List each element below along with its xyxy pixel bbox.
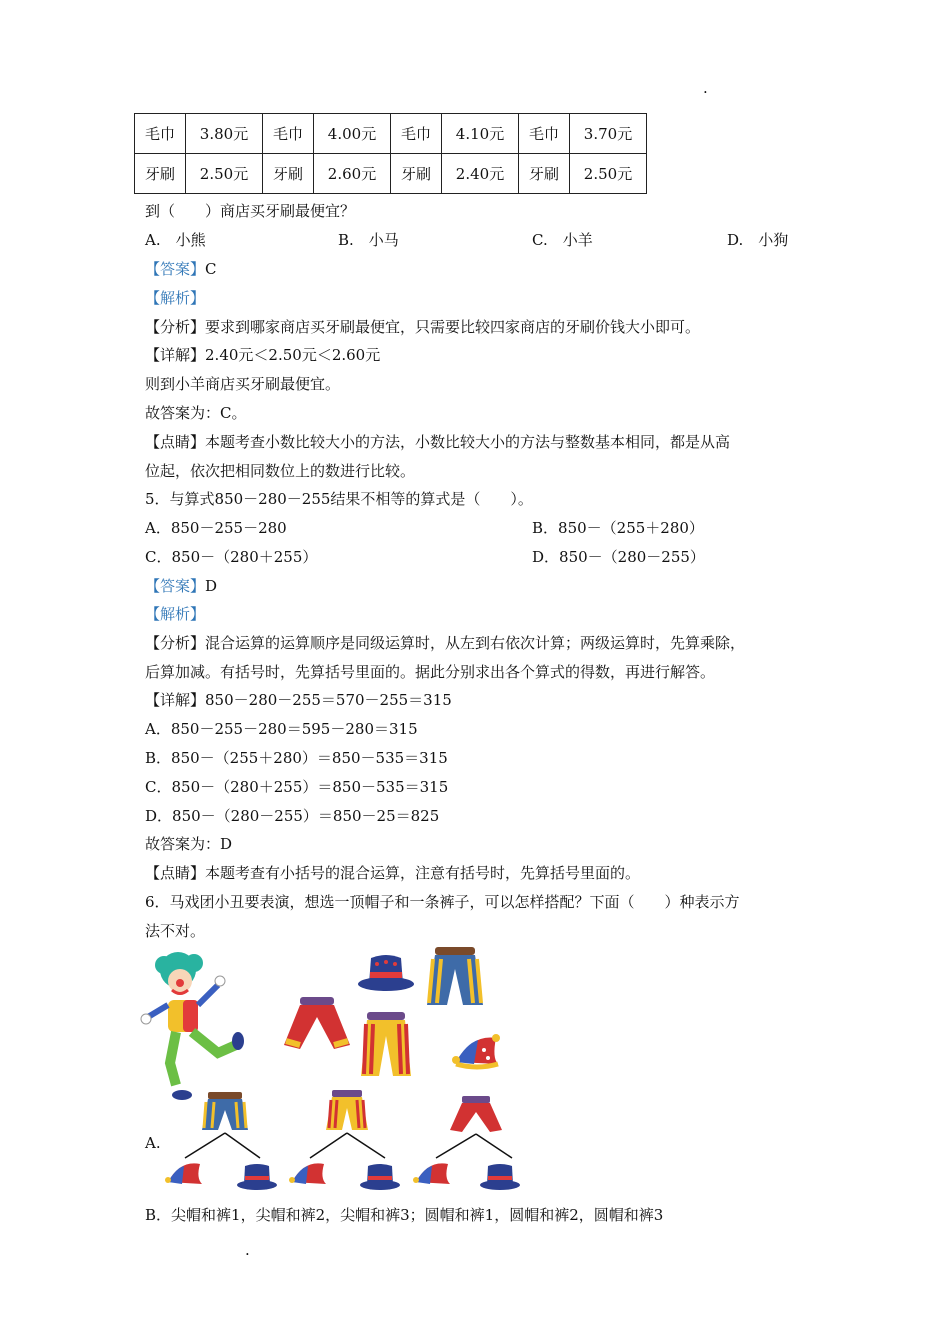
tree-round-hat — [480, 1164, 520, 1190]
table-cell: 3.70元 — [570, 114, 647, 154]
q6-stem-2: 法不对。 — [145, 922, 206, 940]
striped-red-pants-icon — [357, 1010, 415, 1078]
dianjing-text: 本题考查有小括号的混合运算，注意有括号时，先算括号里面的。 — [205, 864, 641, 882]
tree-pointed-hat — [289, 1163, 326, 1184]
answer-value: C — [205, 260, 217, 278]
q5-dianjing — [145, 863, 640, 883]
red-pants-icon — [282, 995, 352, 1051]
fenxi-text: 要求到哪家商店买牙刷最便宜，只需要比较四家商店的牙刷价钱大小即可。 — [205, 318, 701, 336]
table-cell: 牙刷 — [263, 154, 314, 194]
q4-answer — [145, 259, 217, 279]
q4-option-b: B. 小马 — [338, 231, 399, 249]
table-cell: 牙刷 — [519, 154, 570, 194]
q5-step-a: A．850－255－280＝595－280＝315 — [145, 720, 418, 738]
table-cell: 4.00元 — [314, 114, 391, 154]
tree-pointed-hat — [413, 1163, 450, 1184]
xiangjie-tag: 【详解】 — [145, 691, 206, 709]
q5-fenxi-2: 后算加减。有括号时，先算括号里面的。据此分别求出各个算式的得数，再进行解答。 — [145, 663, 716, 681]
table-cell: 2.40元 — [442, 154, 519, 194]
dianjing-tag: 【点睛】 — [145, 433, 206, 451]
fenxi-tag: 【分析】 — [145, 634, 206, 652]
tree-pants-1 — [450, 1096, 502, 1132]
q4-dianjing-1 — [145, 432, 730, 452]
answer-tag: 【答案】 — [145, 577, 206, 595]
table-cell: 2.50元 — [186, 154, 263, 194]
tree-round-hat — [237, 1164, 277, 1190]
price-table — [134, 113, 647, 194]
q6-option-b: B．尖帽和裤1，尖帽和裤2，尖帽和裤3；圆帽和裤1，圆帽和裤2，圆帽和裤3 — [145, 1206, 664, 1224]
footer-dot: . — [245, 1241, 250, 1259]
table-row — [135, 154, 647, 194]
q4-dianjing-2: 位起，依次把相同数位上的数进行比较。 — [145, 462, 416, 480]
q5-step-b: B．850－（255＋280）＝850－535＝315 — [145, 749, 448, 767]
q5-option-d: D．850－（280－255） — [532, 548, 705, 566]
q4-option-c: C. 小羊 — [532, 231, 593, 249]
table-cell: 牙刷 — [135, 154, 186, 194]
q4-stem: 到（ ）商店买牙刷最便宜？ — [145, 202, 356, 220]
q5-option-a: A．850－255－280 — [145, 519, 287, 537]
q5-step-c: C．850－（280＋255）＝850－535＝315 — [145, 778, 449, 796]
q5-option-c: C．850－（280＋255） — [145, 548, 318, 566]
xiangjie-tag: 【详解】 — [145, 346, 206, 364]
table-row — [135, 114, 647, 154]
q5-step-d: D．850－（280－255）＝850－25＝825 — [145, 807, 440, 825]
tree-pants-2 — [326, 1090, 368, 1130]
fenxi-text: 混合运算的运算顺序是同级运算时，从左到右依次计算；两级运算时，先算乘除， — [205, 634, 746, 652]
table-cell: 牙刷 — [391, 154, 442, 194]
q4-jiexi-tag: 【解析】 — [145, 289, 206, 307]
option-a-tree-diagram — [160, 1088, 530, 1193]
q5-stem: 5．与算式850－280－255结果不相等的算式是（ ）。 — [145, 490, 533, 508]
tree-round-hat — [360, 1164, 400, 1190]
table-cell: 2.60元 — [314, 154, 391, 194]
q5-xiangjie — [145, 690, 452, 710]
q4-conclusion: 则到小羊商店买牙刷最便宜。 — [145, 375, 341, 393]
fenxi-tag: 【分析】 — [145, 318, 206, 336]
q5-answer — [145, 576, 217, 596]
q5-fenxi-1 — [145, 633, 745, 653]
answer-value: D — [205, 577, 218, 595]
tree-pants-3 — [202, 1092, 248, 1130]
xiangjie-text: 850－280－255＝570－255＝315 — [205, 691, 452, 709]
pointed-hat-icon — [452, 1030, 502, 1072]
q4-xiangjie — [145, 345, 380, 365]
xiangjie-text: 2.40元＜2.50元＜2.60元 — [205, 346, 381, 364]
q4-option-a: A. 小熊 — [145, 231, 206, 249]
table-cell: 毛巾 — [263, 114, 314, 154]
table-cell: 2.50元 — [570, 154, 647, 194]
q5-final: 故答案为：D — [145, 835, 233, 853]
table-cell: 毛巾 — [391, 114, 442, 154]
q6-option-a-label: A. — [145, 1134, 161, 1152]
q4-fenxi — [145, 317, 700, 337]
striped-pants-icon — [423, 945, 487, 1007]
q6-stem-1: 6．马戏团小丑要表演，想选一顶帽子和一条裤子，可以怎样搭配？下面（ ）种表示方 — [145, 893, 740, 911]
table-cell: 毛巾 — [135, 114, 186, 154]
q5-jiexi-tag: 【解析】 — [145, 605, 206, 623]
q5-option-b: B．850－（255＋280） — [532, 519, 704, 537]
q4-option-d: D. 小狗 — [727, 231, 789, 249]
q4-final: 故答案为：C。 — [145, 404, 247, 422]
table-cell: 4.10元 — [442, 114, 519, 154]
clown-illustration — [140, 945, 250, 1110]
dianjing-text: 本题考查小数比较大小的方法，小数比较大小的方法与整数基本相同，都是从高 — [205, 433, 731, 451]
table-cell: 毛巾 — [519, 114, 570, 154]
header-dot: . — [703, 79, 708, 97]
dianjing-tag: 【点睛】 — [145, 864, 206, 882]
tree-pointed-hat — [165, 1163, 202, 1184]
table-cell: 3.80元 — [186, 114, 263, 154]
answer-tag: 【答案】 — [145, 260, 206, 278]
round-hat-icon — [357, 950, 415, 992]
